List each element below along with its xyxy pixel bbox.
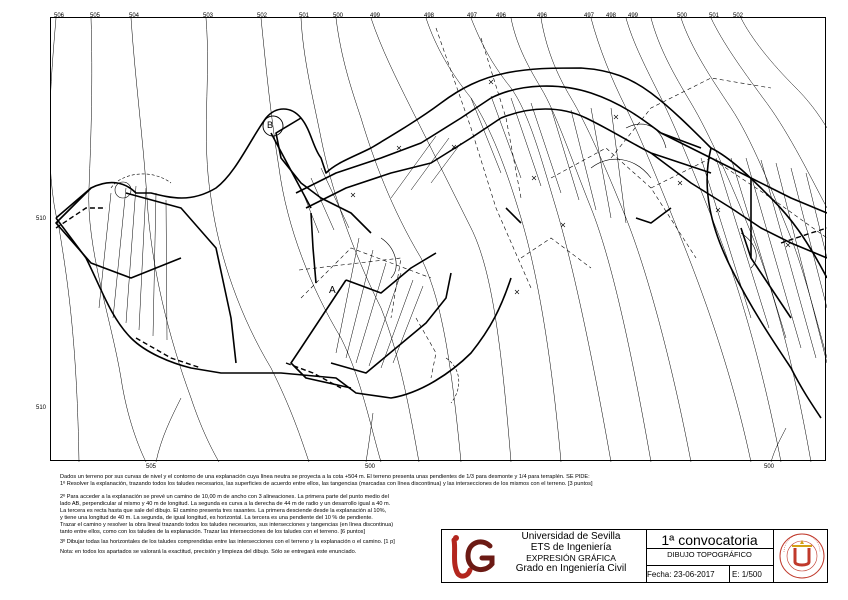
- contour-label: 496: [496, 13, 507, 19]
- contour-label: 497: [584, 13, 595, 19]
- contour-label: 505: [146, 464, 157, 470]
- contour-lines: [51, 18, 827, 462]
- point-a-label: A: [329, 285, 336, 296]
- boundary-dashed: [56, 208, 827, 388]
- divider: [773, 530, 774, 583]
- divider: [646, 565, 773, 566]
- divider: [729, 565, 730, 583]
- question-3: 3º Dibujar todas las horizontales de los taludes comprendidas entre las intersecciones con el terreno y la explanación o el camino. [1 p]: [60, 539, 395, 545]
- contour-label: 497: [467, 13, 478, 19]
- exam-call: 1ª convocatoria: [661, 532, 758, 548]
- contour-label: 502: [733, 13, 744, 19]
- contour-label: 506: [54, 13, 65, 19]
- contour-label: 502: [257, 13, 268, 19]
- map-drawing: [51, 18, 827, 462]
- contour-label: 499: [628, 13, 639, 19]
- grid-label: 510: [36, 216, 47, 222]
- point-b-label: B: [267, 120, 274, 130]
- statement-intro: Dados un terreno por sus curvas de nivel y el contorno de una explanación cuya línea neutra se proyecta a la cota +504 m. El terreno presenta unas pendientes de 1/3 para desmonte y 1/4 para terraplén. SE PIDE:: [60, 474, 590, 480]
- ig-logo-icon: [448, 534, 498, 580]
- exam-date: Fecha: 23-06-2017: [647, 570, 715, 579]
- tangent-arcs: [111, 124, 756, 403]
- grid-label: 510: [36, 405, 47, 411]
- contour-label: 499: [370, 13, 381, 19]
- contour-label: 501: [709, 13, 720, 19]
- question-2: 2º Para acceder a la explanación se prevé un camino de 10,00 m de ancho con 3 alineaciones. La primera parte del punto medio del lado AB, perpendicular al mismo y 40 m de longitud. La segunda es curva a la derecha de 44 m de radio y un desarrollo igual a 40 m. La tercera es recta hasta que sale del dibujo. El camino presenta tres rasantes. La primera desciende desde la explanación al 10%, y tiene una longitud de 40 m. La segunda, de igual longitud, es horizontal. La tercera es una pendiente del 10 % de pendiente. Trazar el camino y resolver la obra lineal trazando todos los taludes necesarios, sus intersecciones y tangencias (en línea discontinua) tanto entre ellos, como con los taludes de la explanación. Trazar las intersecciones de los taludes con el terreno. [6 puntos]: [60, 494, 394, 535]
- department-name: EXPRESIÓN GRÁFICA: [526, 553, 616, 563]
- question-1: 1º Resolver la explanación, trazando todos los taludes necesarios, las superficies de acuerdo entre ellos, las tangencias (marcadas con línea discontinua) y las intersecciones de los mismos con el terreno. [3 puntos]: [60, 481, 593, 487]
- university-name: Universidad de Sevilla: [521, 531, 621, 542]
- subject-name: DIBUJO TOPOGRÁFICO: [667, 550, 752, 559]
- drawing-scale: E: 1/500: [732, 570, 762, 579]
- contour-label: 505: [90, 13, 101, 19]
- contour-label: 500: [333, 13, 344, 19]
- topographic-map: [50, 17, 826, 461]
- contour-label: 501: [299, 13, 310, 19]
- contour-label: 500: [365, 464, 376, 470]
- degree-name: Grado en Ingeniería Civil: [515, 562, 627, 574]
- contour-label: 504: [129, 13, 140, 19]
- contour-label: 498: [424, 13, 435, 19]
- statement-note: Nota: en todos los apartados se valorará la exactitud, precisión y limpieza del dibujo. Sólo se entregará este enunciado.: [60, 549, 357, 555]
- divider: [646, 548, 773, 549]
- contour-label: 500: [764, 464, 775, 470]
- title-block: [441, 529, 828, 583]
- auxiliary-dashed-lines: [299, 28, 827, 378]
- platform-outline: [56, 68, 827, 418]
- contour-label: 503: [203, 13, 214, 19]
- university-info: [499, 532, 643, 574]
- university-seal-icon: [778, 532, 826, 580]
- contour-label: 498: [606, 13, 617, 19]
- contour-label: 496: [537, 13, 548, 19]
- school-name: ETS de Ingeniería: [530, 541, 612, 553]
- contour-label: 500: [677, 13, 688, 19]
